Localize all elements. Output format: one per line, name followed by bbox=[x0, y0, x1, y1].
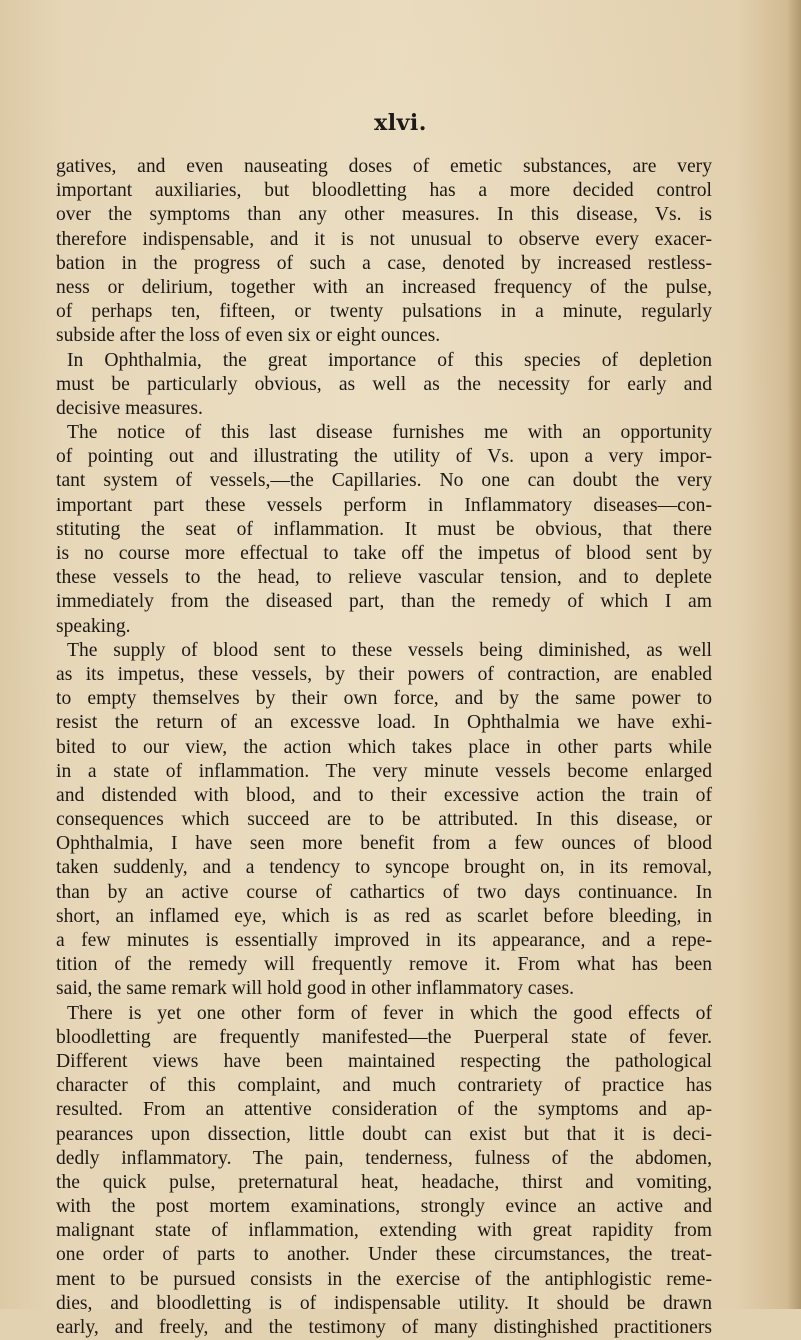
page-number: xlvi. bbox=[374, 110, 427, 136]
text-line: malignant state of inflammation, extending with great rapidity from bbox=[56, 1220, 712, 1242]
text-line: dedly inflammatory. The pain, tenderness, fulness of the abdomen, bbox=[56, 1147, 712, 1169]
text-line: ness or delirium, together with an increased frequency of the pulse, bbox=[56, 276, 712, 298]
text-line: and distended with blood, and to their excessive action the train of bbox=[56, 784, 712, 806]
text-line: The supply of blood sent to these vessels being diminished, as well bbox=[67, 639, 712, 661]
text-line: therefore indispensable, and it is not unusual to observe every exacer- bbox=[56, 228, 712, 250]
text-line: of perhaps ten, fifteen, or twenty pulsations in a minute, regularly bbox=[56, 301, 712, 323]
text-line: as its impetus, these vessels, by their powers of contraction, are enabled bbox=[56, 663, 712, 685]
text-line: stituting the seat of inflammation. It must be obvious, that there bbox=[56, 518, 712, 540]
text-line: with the post mortem examinations, strongly evince an active and bbox=[56, 1196, 712, 1218]
text-line: gatives, and even nauseating doses of emetic substances, are very bbox=[56, 156, 712, 177]
text-line: immediately from the diseased part, than the remedy of which I am bbox=[56, 591, 712, 613]
page-edge-shadow bbox=[787, 0, 801, 1309]
text-line: tition of the remedy will frequently remove it. From what has been bbox=[56, 954, 712, 976]
text-line: is no course more effectual to take off the impetus of blood sent by bbox=[56, 543, 712, 564]
text-line: Different views have been maintained respecting the pathological bbox=[56, 1050, 712, 1072]
text-line: pearances upon dissection, little doubt can exist but that it is deci- bbox=[56, 1123, 712, 1145]
text-line: of pointing out and illustrating the utility of Vs. upon a very impor- bbox=[56, 446, 712, 468]
text-line: important part these vessels perform in Inflammatory diseases—con- bbox=[56, 494, 712, 516]
body-text bbox=[56, 155, 712, 1340]
text-line: Ophthalmia, I have seen more benefit from a few ounces of blood bbox=[56, 833, 712, 855]
text-line: There is yet one other form of fever in which the good effects of bbox=[67, 1002, 712, 1024]
text-line: bation in the progress of such a case, denoted by increased restless- bbox=[56, 252, 712, 274]
text-line: resulted. From an attentive consideration of the symptoms and ap- bbox=[56, 1099, 712, 1121]
text-line: a few minutes is essentially improved in its appearance, and a repe- bbox=[56, 930, 712, 951]
text-line: these vessels to the head, to relieve vascular tension, and to deplete bbox=[56, 567, 712, 589]
text-line: resist the return of an excessve load. In Ophthalmia we have exhi- bbox=[56, 712, 712, 734]
text-line: decisive measures. bbox=[56, 397, 203, 419]
text-line: The notice of this last disease furnishes me with an opportunity bbox=[67, 422, 712, 444]
text-line: character of this complaint, and much contrariety of practice has bbox=[56, 1075, 712, 1097]
text-line: taken suddenly, and a tendency to syncope brought on, in its removal, bbox=[56, 857, 712, 879]
text-line: ment to be pursued consists in the exercise of the antiphlogistic reme- bbox=[56, 1268, 712, 1290]
text-line: speaking. bbox=[56, 615, 131, 637]
text-line: short, an inflamed eye, which is as red as scarlet before bleeding, in bbox=[56, 905, 712, 927]
text-line: tant system of vessels,—the Capillaries. No one can doubt the very bbox=[56, 470, 712, 492]
text-line: dies, and bloodletting is of indispensable utility. It should be drawn bbox=[56, 1292, 712, 1314]
text-line: to empty themselves by their own force, and by the same power to bbox=[56, 688, 712, 710]
text-line: must be particularly obvious, as well as the necessity for early and bbox=[56, 373, 712, 395]
text-line: In Ophthalmia, the great importance of this species of depletion bbox=[67, 349, 712, 371]
text-line: consequences which succeed are to be attributed. In this disease, or bbox=[56, 809, 712, 831]
text-line: important auxiliaries, but bloodletting has a more decided control bbox=[56, 180, 712, 202]
text-line: bited to our view, the action which takes place in other parts while bbox=[56, 736, 712, 758]
text-line: subside after the loss of even six or eight ounces. bbox=[56, 325, 441, 347]
text-line: early, and freely, and the testimony of many distinghished practitioners bbox=[56, 1317, 712, 1338]
text-line: than by an active course of cathartics of two days continuance. In bbox=[56, 881, 712, 903]
text-line: one order of parts to another. Under these circumstances, the treat- bbox=[56, 1244, 712, 1266]
text-line: in a state of inflammation. The very minute vessels become enlarged bbox=[56, 760, 712, 782]
text-line: bloodletting are frequently manifested—the Puerperal state of fever. bbox=[56, 1026, 712, 1048]
text-line: the quick pulse, preternatural heat, headache, thirst and vomiting, bbox=[56, 1171, 712, 1193]
text-line: said, the same remark will hold good in other inflammatory cases. bbox=[56, 978, 575, 1000]
text-line: over the symptoms than any other measures. In this disease, Vs. is bbox=[56, 204, 712, 226]
